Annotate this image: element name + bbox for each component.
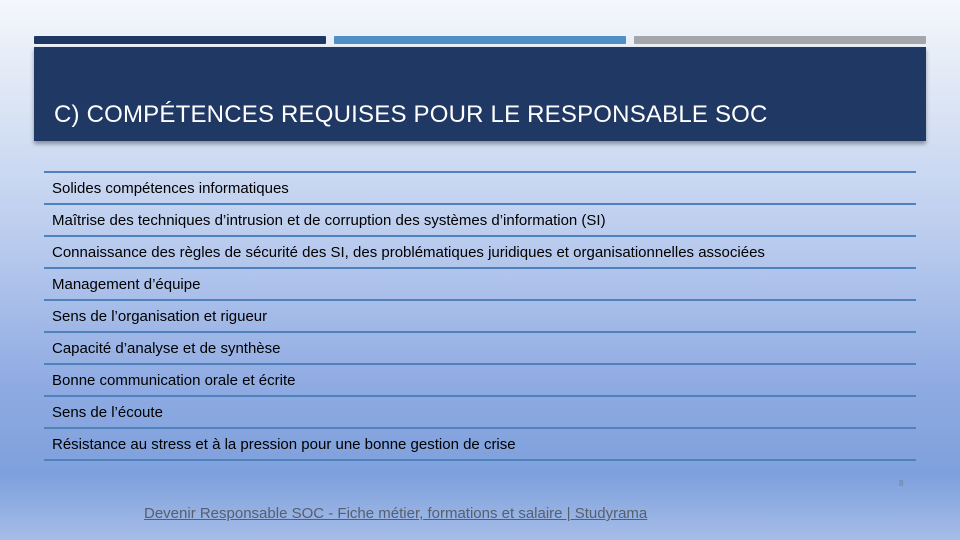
skill-row: Bonne communication orale et écrite	[44, 365, 916, 397]
skill-row: Management d’équipe	[44, 269, 916, 301]
slide-title: C) COMPÉTENCES REQUISES POUR LE RESPONSABLE SOC	[54, 101, 768, 128]
title-band	[34, 47, 926, 141]
skill-row: Capacité d’analyse et de synthèse	[44, 333, 916, 365]
page-number: 8	[899, 479, 904, 488]
skill-row: Sens de l’écoute	[44, 397, 916, 429]
skill-row: Maîtrise des techniques d’intrusion et de corruption des systèmes d’information (SI)	[44, 205, 916, 237]
accent-bar-gray	[634, 36, 926, 44]
skill-row: Résistance au stress et à la pression pour une bonne gestion de crise	[44, 429, 916, 461]
accent-bar-dark-blue	[34, 36, 326, 44]
skills-table	[44, 171, 916, 461]
source-link[interactable]: Devenir Responsable SOC - Fiche métier, formations et salaire | Studyrama	[144, 505, 648, 522]
skill-row: Sens de l’organisation et rigueur	[44, 301, 916, 333]
accent-bars	[34, 36, 926, 44]
accent-bar-mid-blue	[334, 36, 626, 44]
skill-row: Connaissance des règles de sécurité des SI, des problématiques juridiques et organisationnelles associées	[44, 237, 916, 269]
skill-row: Solides compétences informatiques	[44, 173, 916, 205]
